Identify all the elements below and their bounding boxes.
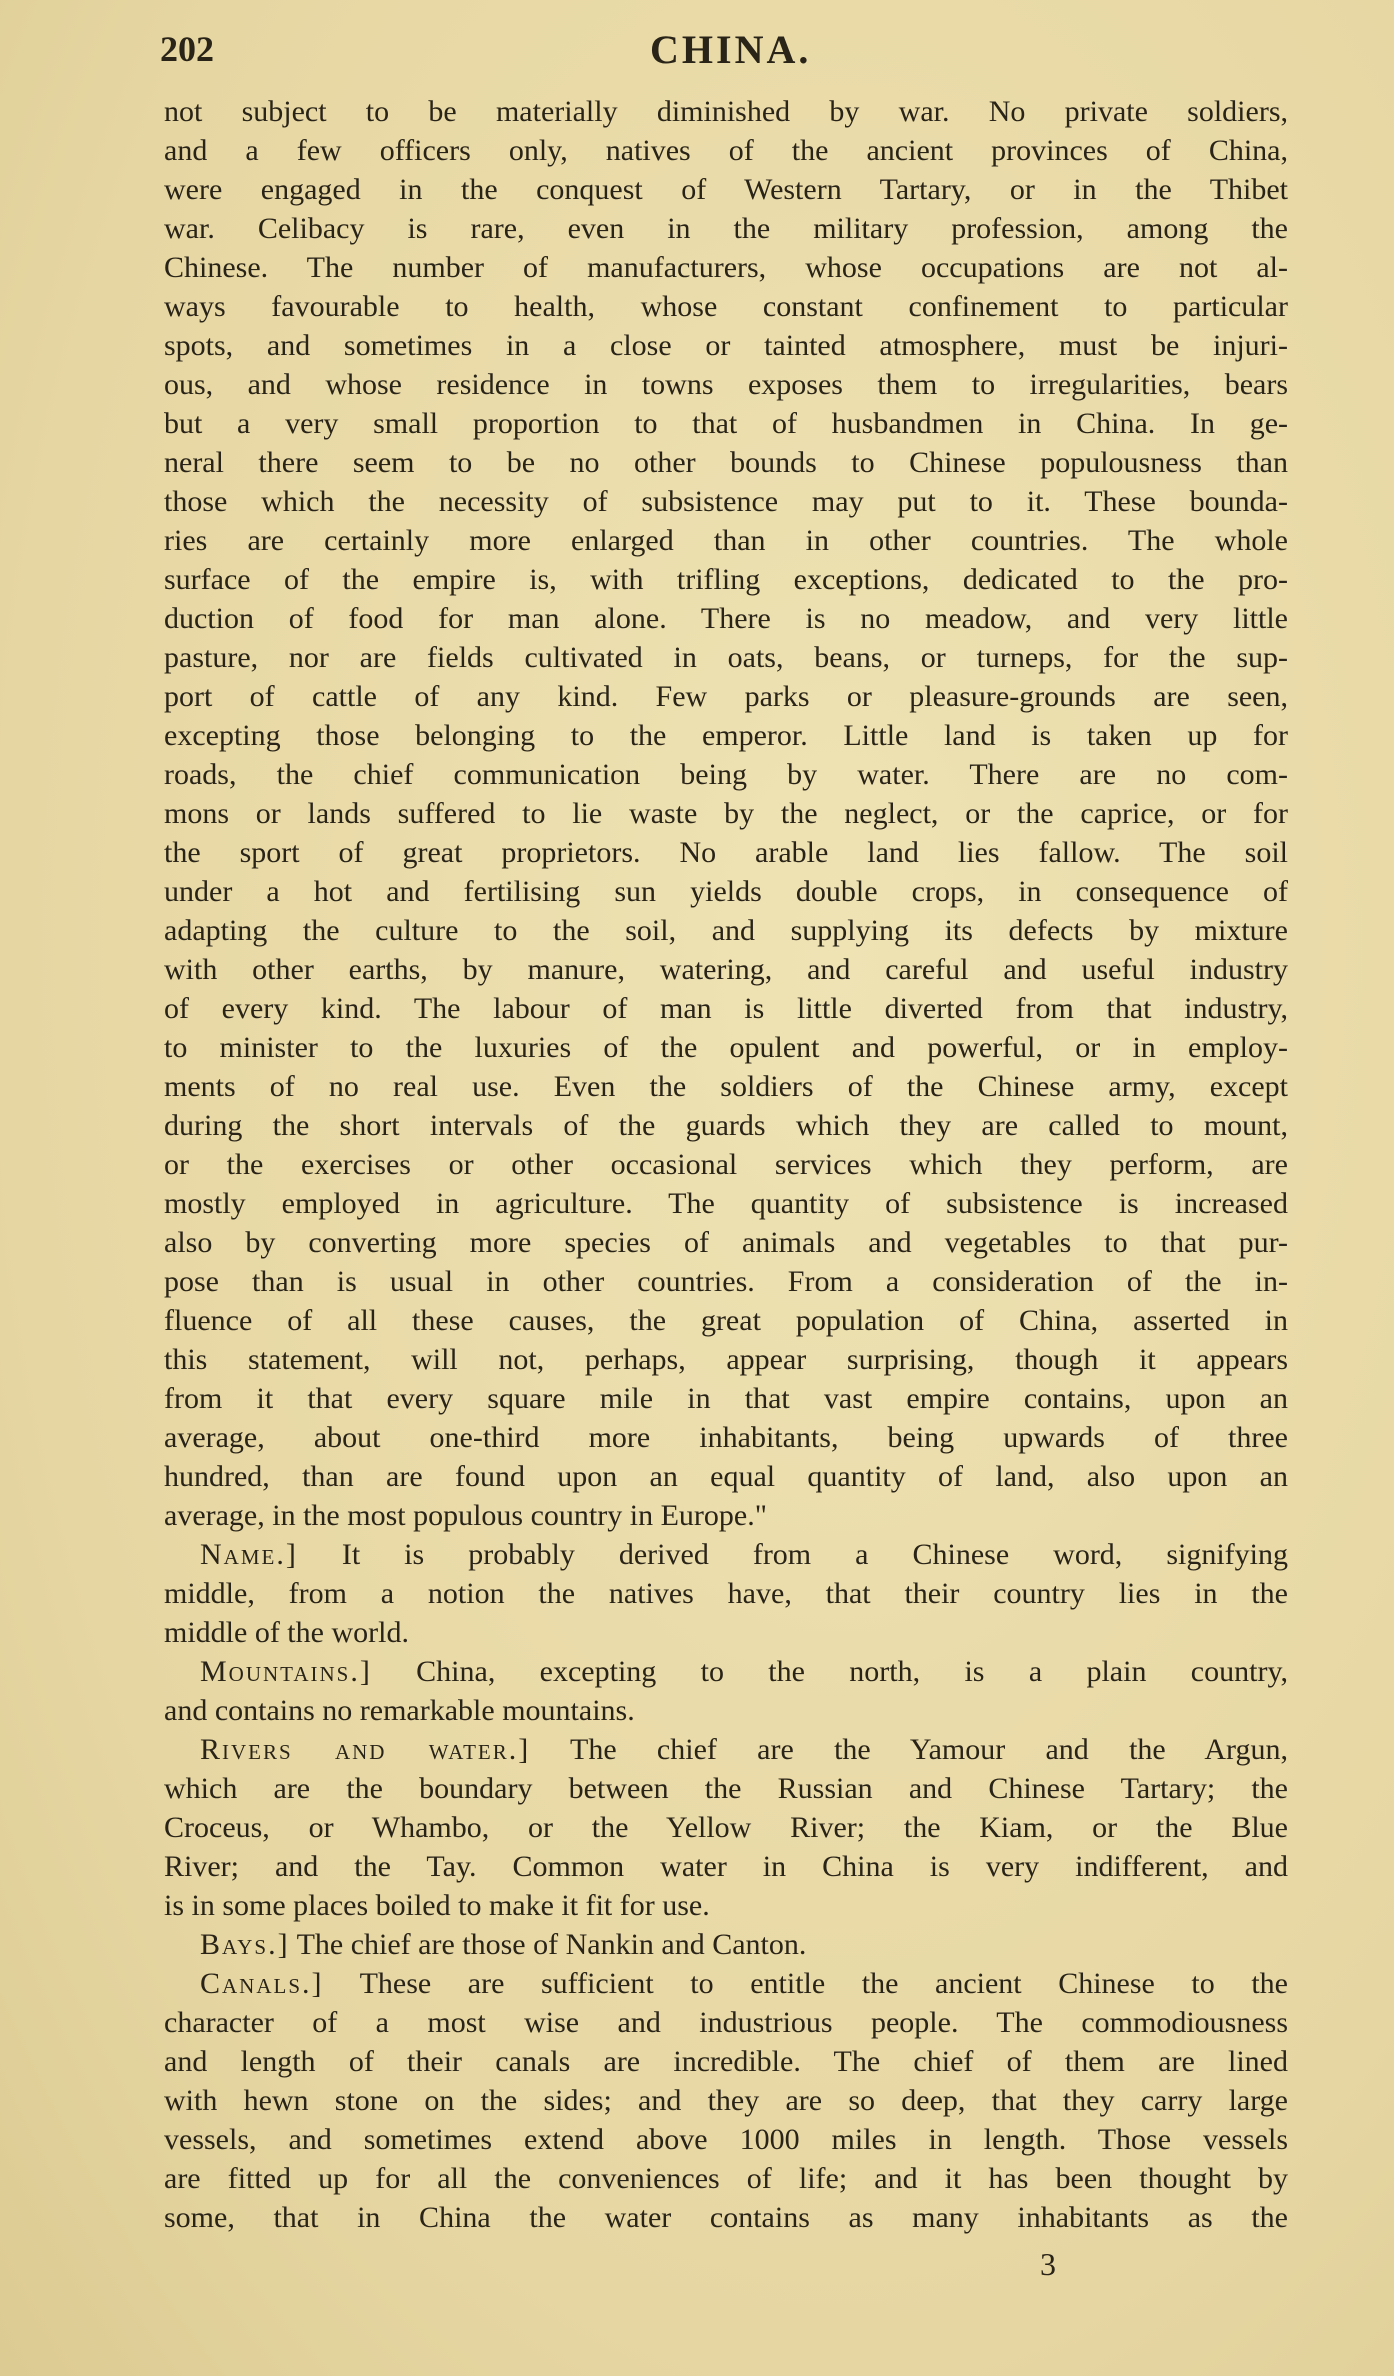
text-line: port of cattle of any kind. Few parks or pleasure-grounds are seen, xyxy=(164,680,1288,713)
text-line: The chief are the Yamour and the Argun, xyxy=(570,1733,1288,1766)
text-line: average, in the most populous country in Europe." xyxy=(164,1499,767,1532)
text-line: fluence of all these causes, the great population of China, asserted in xyxy=(164,1304,1288,1337)
section-heading: Bays.] xyxy=(200,1928,290,1961)
running-head: CHINA. xyxy=(650,27,812,72)
text-line: Chinese. The number of manufacturers, whose occupations are not al- xyxy=(164,251,1288,284)
text-line: with other earths, by manure, watering, and careful and useful industry xyxy=(164,953,1288,986)
text-line: pasture, nor are fields cultivated in oats, beans, or turneps, for the sup- xyxy=(164,641,1288,674)
section-first-line xyxy=(164,1652,1288,1691)
text-line: from it that every square mile in that vast empire contains, upon an xyxy=(164,1382,1288,1415)
text-line: mons or lands suffered to lie waste by the neglect, or the caprice, or for xyxy=(164,797,1288,830)
text-line: spots, and sometimes in a close or tainted atmosphere, must be injuri- xyxy=(164,329,1288,362)
text-line: ments of no real use. Even the soldiers of the Chinese army, except xyxy=(164,1070,1288,1103)
text-line: average, about one-third more inhabitants, being upwards of three xyxy=(164,1421,1288,1454)
text-line: the sport of great proprietors. No arable land lies fallow. The soil xyxy=(164,836,1288,869)
section-heading: Mountains.] xyxy=(200,1655,372,1688)
text-line: not subject to be materially diminished by war. No private soldiers, xyxy=(164,95,1288,128)
text-line: also by converting more species of animals and vegetables to that pur- xyxy=(164,1226,1288,1259)
text-line: duction of food for man alone. There is no meadow, and very little xyxy=(164,602,1288,635)
text-line: neral there seem to be no other bounds to Chinese populousness than xyxy=(164,446,1288,479)
text-line: under a hot and fertilising sun yields double crops, in consequence of xyxy=(164,875,1288,908)
text-line: with hewn stone on the sides; and they are so deep, that they carry large xyxy=(164,2084,1288,2117)
body-text xyxy=(164,92,1288,2237)
text-line: China, excepting to the north, is a plain country, xyxy=(416,1655,1288,1688)
section-first-line xyxy=(164,1730,1288,1769)
text-line: roads, the chief communication being by water. There are no com- xyxy=(164,758,1288,791)
text-line: pose than is usual in other countries. From a consideration of the in- xyxy=(164,1265,1288,1298)
text-line: ous, and whose residence in towns exposes them to irregularities, bears xyxy=(164,368,1288,401)
text-line: middle, from a notion the natives have, that their country lies in the xyxy=(164,1577,1288,1610)
section-heading: Rivers and water.] xyxy=(200,1733,531,1766)
text-line: is in some places boiled to make it fit for use. xyxy=(164,1889,710,1922)
text-line: war. Celibacy is rare, even in the military profession, among the xyxy=(164,212,1288,245)
text-line: adapting the culture to the soil, and supplying its defects by mixture xyxy=(164,914,1288,947)
text-line: this statement, will not, perhaps, appear surprising, though it appears xyxy=(164,1343,1288,1376)
section-heading: Name.] xyxy=(200,1538,298,1571)
text-line: These are sufficient to entitle the ancient Chinese to the xyxy=(359,1967,1288,2000)
text-line: but a very small proportion to that of husbandmen in China. In ge- xyxy=(164,407,1288,440)
text-line: ries are certainly more enlarged than in other countries. The whole xyxy=(164,524,1288,557)
text-line: are fitted up for all the conveniences of life; and it has been thought by xyxy=(164,2162,1288,2195)
text-line: and length of their canals are incredible. The chief of them are lined xyxy=(164,2045,1288,2078)
section-heading: Canals.] xyxy=(200,1967,324,2000)
signature-mark: 3 xyxy=(1040,2246,1056,2282)
text-line: hundred, than are found upon an equal quantity of land, also upon an xyxy=(164,1460,1288,1493)
text-line: The chief are those of Nankin and Canton. xyxy=(296,1928,807,1961)
text-line: those which the necessity of subsistence may put to it. These bounda- xyxy=(164,485,1288,518)
text-line: during the short intervals of the guards which they are called to mount, xyxy=(164,1109,1288,1142)
text-line: middle of the world. xyxy=(164,1616,409,1649)
section-name xyxy=(164,1535,1288,1652)
text-line: and contains no remarkable mountains. xyxy=(164,1694,635,1727)
text-line: and a few officers only, natives of the ancient provinces of China, xyxy=(164,134,1288,167)
page-header xyxy=(160,22,1300,82)
text-line: Croceus, or Whambo, or the Yellow River; the Kiam, or the Blue xyxy=(164,1811,1288,1844)
text-line: surface of the empire is, with trifling exceptions, dedicated to the pro- xyxy=(164,563,1288,596)
section-first-line xyxy=(164,1925,1288,1964)
text-line: It is probably derived from a Chinese word, signifying xyxy=(341,1538,1288,1571)
paragraph-population xyxy=(164,92,1288,1535)
text-line: character of a most wise and industrious people. The commodiousness xyxy=(164,2006,1288,2039)
text-line: excepting those belonging to the emperor. Little land is taken up for xyxy=(164,719,1288,752)
text-line: vessels, and sometimes extend above 1000 miles in length. Those vessels xyxy=(164,2123,1288,2156)
text-line: mostly employed in agriculture. The quantity of subsistence is increased xyxy=(164,1187,1288,1220)
text-line: or the exercises or other occasional services which they perform, are xyxy=(164,1148,1288,1181)
text-line: which are the boundary between the Russian and Chinese Tartary; the xyxy=(164,1772,1288,1805)
section-rivers xyxy=(164,1730,1288,1925)
section-bays xyxy=(164,1925,1288,1964)
text-line: of every kind. The labour of man is little diverted from that industry, xyxy=(164,992,1288,1025)
page-number: 202 xyxy=(160,29,214,69)
text-line: some, that in China the water contains as many inhabitants as the xyxy=(164,2201,1288,2234)
section-canals xyxy=(164,1964,1288,2237)
section-first-line xyxy=(164,1964,1288,2003)
text-line: ways favourable to health, whose constant confinement to particular xyxy=(164,290,1288,323)
section-mountains xyxy=(164,1652,1288,1730)
text-line: to minister to the luxuries of the opulent and powerful, or in employ- xyxy=(164,1031,1288,1064)
text-line: were engaged in the conquest of Western Tartary, or in the Thibet xyxy=(164,173,1288,206)
section-first-line xyxy=(164,1535,1288,1574)
text-line: River; and the Tay. Common water in China is very indifferent, and xyxy=(164,1850,1288,1883)
